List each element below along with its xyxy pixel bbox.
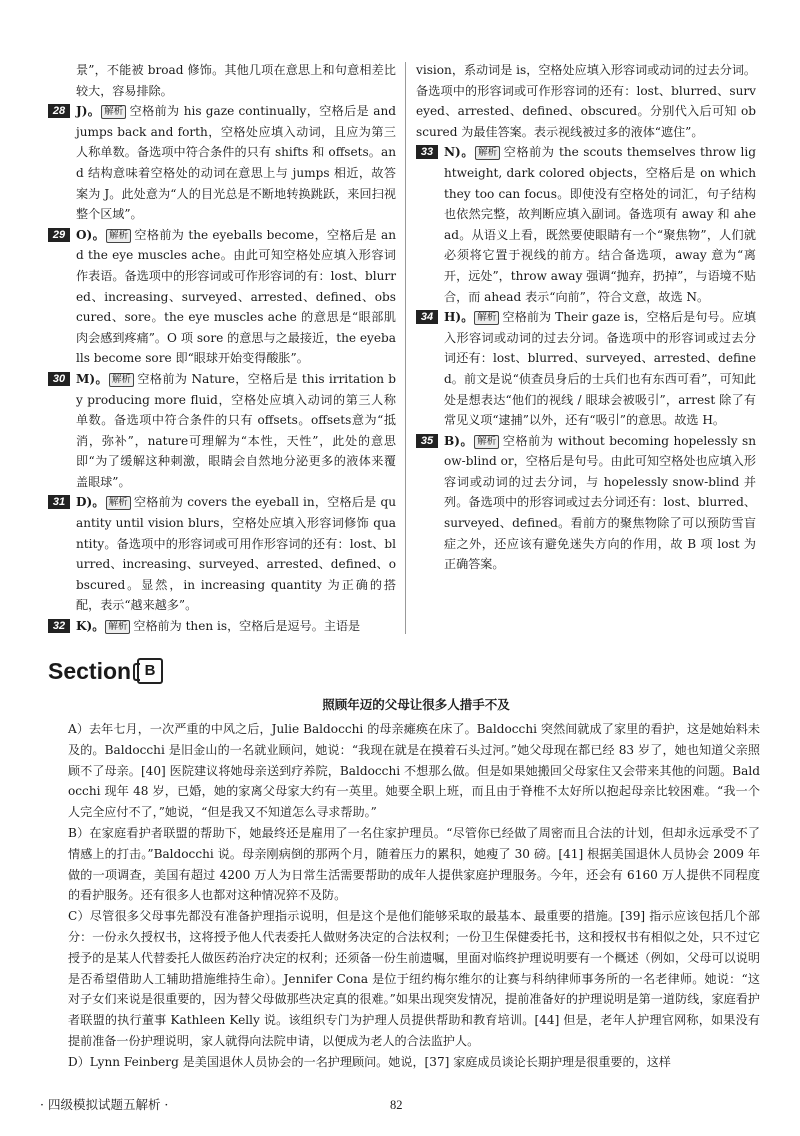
answer-letter: J)。 <box>76 104 101 119</box>
analysis-tag: 解析 <box>106 229 131 243</box>
analysis-tag: 解析 <box>474 435 499 449</box>
answer-letter: K)。 <box>76 619 105 634</box>
analysis-text: 空格前为 covers the eyeball in，空格后是 quantity until vision blurs，空格处应填入形容词修饰 quantity。备选项中的形容词或可用作形容词的还有：lost、blurred、increasing、surveyed、arrested、defined、obscured。显然，in increasing quantity 为正确的搭配，表示“越来越多”。 <box>76 495 396 613</box>
section-title: Section <box>48 658 132 684</box>
article <box>68 695 760 1073</box>
analysis-text: 空格前为 the eyeballs become，空格后是 and the eye muscles ache。由此可知空格处应填入形容词作表语。备选项中的形容词或可作形容词的有：lost、blurred、increasing、surveyed、arrested、defined、obscured、sore。the eye muscles ache 的意思是“眼部肌肉会感到疼痛”。O 项 sore 的意思与之最接近，the eyeballs become sore 即“眼球开始变得酸胀”。 <box>76 227 396 366</box>
answer-item-35 <box>416 431 756 575</box>
answer-letter: H)。 <box>444 310 474 325</box>
section-heading <box>48 657 163 685</box>
right-intro: vision，系动词是 is，空格处应填入形容词或动词的过去分词。备选项中的形容词或可作形容词的还有：lost、blurred、surveyed、arrested、defined、obscured。分别代入后可知 obscured 为最佳答案。表示视线被过多的液体“遮住”。 <box>416 63 757 139</box>
answer-letter: D)。 <box>76 495 105 510</box>
analysis-tag: 解析 <box>105 620 130 634</box>
analysis-text: 空格前为 then is，空格后是逗号。主语是 <box>133 619 361 634</box>
left-intro: 景”，不能被 broad 修饰。其他几项在意思上和句意相差比较大，容易排除。 <box>76 63 396 98</box>
article-title: 照顾年迈的父母让很多人措手不及 <box>322 697 510 712</box>
analysis-tag: 解析 <box>475 146 500 160</box>
analysis-text: 空格前为 the scouts themselves throw lightweight, dark colored objects，空格后是 on which they too can focus。即使没有空格处的词汇，句子结构也依然完整，故判断应填入副词。备选项有 away 和 ahead。从语义上看，既然要使眼睛有一个“聚焦物”，人们就必须将它置于视线的前方。结合备选项，away 意为“离开，远处”，throw away 强调“抛弃，扔掉”，与语境不贴合，而 ahead 表示“向前”，符合文意，故选 N。 <box>444 145 757 304</box>
question-number-badge: 29 <box>48 228 70 242</box>
analysis-text: 空格前为 without becoming hopelessly snow-blind or，空格后是句号。由此可知空格处也应填入形容词或动词的过去分词，与 hopelessly snow-blind 并列。备选项中的形容词或过去分词还有：lost、blurred、surveyed、defined。看前方的聚焦物除了可以预防雪盲症之外，还应该有避免迷失方向的作用，故 B 项 lost 为正确答案。 <box>444 433 756 572</box>
question-number-badge: 34 <box>416 310 438 324</box>
answer-item-33 <box>416 142 756 307</box>
answer-item-29 <box>48 225 396 369</box>
question-number-badge: 32 <box>48 619 70 633</box>
left-column <box>48 60 396 637</box>
article-paragraph-d: D）Lynn Feinberg 是美国退休人员协会的一名护理顾问。她说，[37] 家庭成员谈论长期护理是很重要的，这样 <box>68 1054 671 1069</box>
question-number-badge: 28 <box>48 104 70 118</box>
question-number-badge: 31 <box>48 495 70 509</box>
answer-letter: N)。 <box>444 145 475 160</box>
analysis-text: 空格前为 Their gaze is，空格后是句号。应填入形容词或动词的过去分词。备选项中的形容词或过去分词还有：lost、blurred、surveyed、arrested、defined。前文是说“侦查员身后的士兵们也有东西可看”，可知此处是想表达“他们的视线 / 眼球会被吸引”，arrest 除了有常见义项“逮捕”以外，还有“吸引”的意思。故选 H。 <box>444 310 757 428</box>
answer-item-34 <box>416 307 756 431</box>
answer-item-31 <box>48 492 396 616</box>
answer-letter: M)。 <box>76 371 108 386</box>
answer-item-28 <box>48 101 396 225</box>
analysis-text: 空格前为 Nature，空格后是 this irritation by producing more fluid，空格处应填入动词的第三人称单数。备选项中符合条件的只有 offsets。offsets意为“抵消，弥补”，nature可理解为“本性，天性”，此处的意思即“为了缓解这种刺激，眼睛会自然地分泌更多的液体来覆盖眼球”。 <box>76 371 397 489</box>
answer-letter: O)。 <box>76 227 106 242</box>
page-number: 82 <box>390 1098 403 1112</box>
right-column <box>416 60 756 575</box>
question-number-badge: 33 <box>416 145 438 159</box>
article-paragraph-b: B）在家庭看护者联盟的帮助下，她最终还是雇用了一名住家护理员。“尽管你已经做了周密而且合法的计划，但却永远承受不了情感上的打击。”Baldocchi 说。母亲刚病倒的那两个月，随着压力的累积，她瘦了 30 磅。[41] 根据美国退休人员协会 2009 年做的一项调查，美国有超过 4200 万人为日常生活需要帮助的成年人提供家庭护理服务。今年，还会有 6160 万人提供不同程度的看护服务。还有很多人也都对这种情况猝不及防。 <box>68 825 760 903</box>
section-b-icon: B <box>137 658 163 684</box>
analysis-tag: 解析 <box>101 105 126 119</box>
analysis-text: 空格前为 his gaze continually，空格后是 and jumps back and forth，空格处应填入动词，且应为第三人称单数。备选项中符合条件的只有 shifts 和 offsets。and 结构意味着空格处的动词在意思上与 jumps 相近，故答案为 J。此处意为“人的目光总是不断地转换跳跃，来回扫视整个区域”。 <box>76 104 397 222</box>
column-divider <box>405 62 406 634</box>
answer-item-30 <box>48 369 396 493</box>
question-number-badge: 30 <box>48 372 70 386</box>
analysis-tag: 解析 <box>106 496 131 510</box>
footer-title: · 四级模拟试题五解析 · <box>40 1097 169 1112</box>
article-paragraph-c: C）尽管很多父母事先都没有准备护理指示说明，但是这个是他们能够采取的最基本、最重要的措施。[39] 指示应该包括几个部分：一份永久授权书，这将授予他人代表委托人做财务决定的合法权利；一份卫生保健委托书，这和授权书有相似之处，只不过它授予的是某人代替委托人做医药治疗决定的权利；还须备一份生前遗嘱，里面对临终护理说明要有一个概述（例如，父母可以说明是否希望借助人工辅助措施维持生命）。Jennifer Cona 是位于纽约梅尔维尔的让赛与科纳律师事务所的一名老律师。她说：“这对子女们来说是很重要的，因为替父母做那些决定真的很难。”如果出现突发情况，提前准备好的护理说明是第一道防线，家庭看护者联盟的执行董事 Kathleen Kelly 说。该组织专门为护理人员提供帮助和教育培训。[44] 但是，老年人护理官网称，如果没有提前准备一份护理说明，家人就得向法院申请，以便成为老人的合法监护人。 <box>68 909 760 1048</box>
answer-item-32 <box>48 616 396 637</box>
article-paragraph-a: A）去年七月，一次严重的中风之后，Julie Baldocchi 的母亲瘫痪在床了。Baldocchi 突然间就成了家里的看护，这是她始料未及的。Baldocchi 是旧金山的一名就业顾问，她说：“我现在就是在摸着石头过河。”她父母现在都已经 83 岁了，她也知道父亲照顾不了母亲。[40] 医院建议将她母亲送到疗养院，Baldocchi 不想那么做。但是如果她搬回父母家住又会带来其他的问题。Baldocchi 现年 48 岁，已婚，她的家离父母家大约有一英里。她要全职上班，而且由于脊椎不太好所以抱起母亲比较困难。“我一个人完全应付不了，”她说，“但是我又不知道怎么寻求帮助。” <box>68 722 760 820</box>
question-number-badge: 35 <box>416 434 438 448</box>
answer-letter: B)。 <box>444 433 474 448</box>
analysis-tag: 解析 <box>474 311 499 325</box>
analysis-tag: 解析 <box>109 373 134 387</box>
